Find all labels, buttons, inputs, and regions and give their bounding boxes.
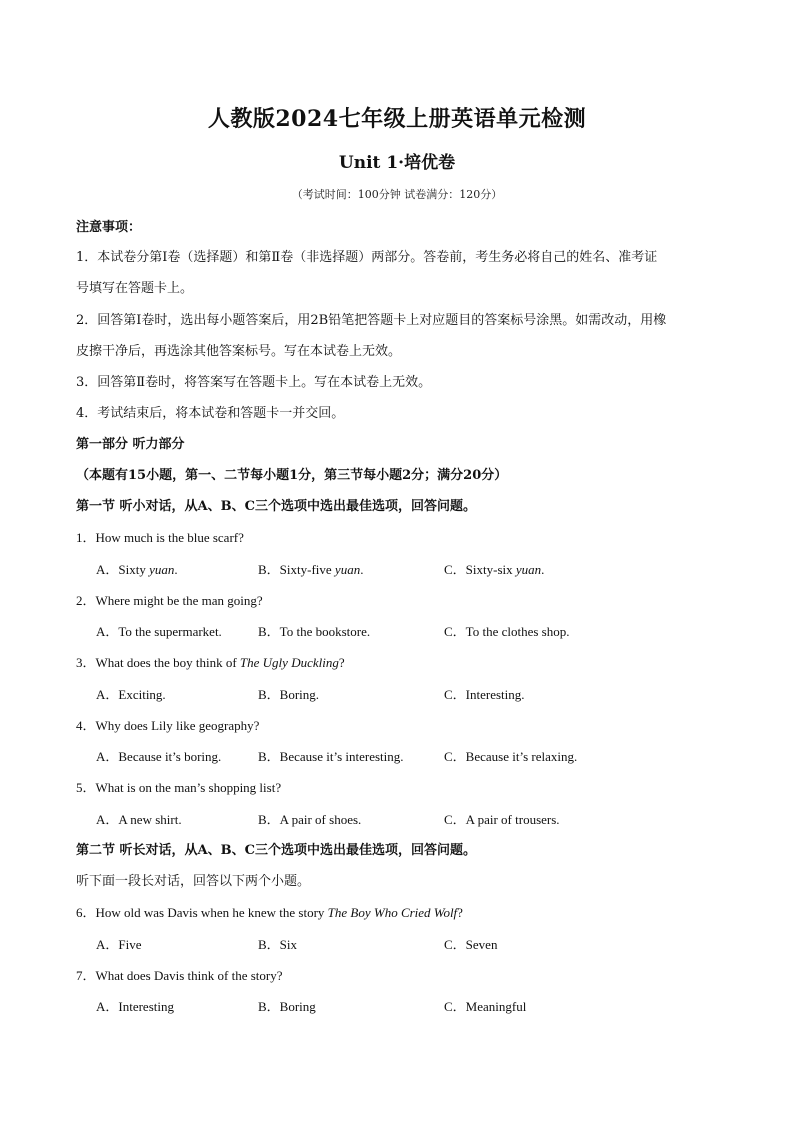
section2-heading: 第二节 听长对话，从A、B、C三个选项中选出最佳选项，回答问题。 [76,843,476,858]
stem-end: ? [457,905,463,920]
option-text: A．Sixty [96,562,150,577]
option-text: B．Sixty-five [258,562,335,577]
question-4-option-c[interactable]: C．Because it’s relaxing. [444,749,578,764]
question-5-option-b[interactable]: B．A pair of shoes. [258,812,362,827]
question-3-option-b[interactable]: B．Boring. [258,687,320,702]
exam-title: 人教版2024七年级上册英语单元检测 [207,106,587,132]
stem-title: The Ugly Duckling [239,655,339,670]
part1-scoring: （本题有15小题，第一、二节每小题1分，第三节每小题2分；满分20分） [76,468,508,483]
question-5-stem: 5．What is on the man’s shopping list? [76,780,282,795]
option-emphasis: yuan [149,562,175,577]
question-1-option-c[interactable] [444,561,544,579]
question-1-option-a[interactable] [96,561,178,579]
question-1-stem: 1．How much is the blue scarf? [76,530,244,545]
option-emphasis: yuan [334,562,361,577]
notice-item-2-line-2: 皮擦干净后，再选涂其他答案标号。写在本试卷上无效。 [76,344,402,359]
question-6-option-c[interactable]: C．Seven [444,937,498,952]
question-7-option-a[interactable]: A．Interesting [96,999,174,1014]
question-6-option-b[interactable]: B．Six [258,937,298,952]
question-5-option-a[interactable]: A．A new shirt. [96,812,182,827]
stem-title: The Boy Who Cried Wolf [327,905,458,920]
notice-item-4: 4．考试结束后，将本试卷和答题卡一并交回。 [76,406,345,421]
section2-note: 听下面一段长对话，回答以下两个小题。 [76,874,311,889]
option-end: . [541,562,545,577]
question-3-option-c[interactable]: C．Interesting. [444,687,525,702]
question-3-option-a[interactable]: A．Exciting. [96,687,166,702]
notice-item-1-line-1: 1．本试卷分第Ⅰ卷（选择题）和第Ⅱ卷（非选择题）两部分。答卷前，考生务必将自己的姓名、准考证 [76,250,658,265]
question-6-option-a[interactable]: A．Five [96,937,142,952]
question-2-option-b[interactable]: B．To the bookstore. [258,624,371,639]
question-2-stem: 2．Where might be the man going? [76,593,263,608]
part1-heading: 第一部分 听力部分 [76,437,185,452]
question-4-option-a[interactable]: A．Because it’s boring. [96,749,222,764]
question-3-stem [76,654,736,672]
section1-heading: 第一节 听小对话，从A、B、C三个选项中选出最佳选项，回答问题。 [76,499,476,514]
question-4-stem: 4．Why does Lily like geography? [76,718,260,733]
question-7-stem: 7．What does Davis think of the story? [76,968,283,983]
option-emphasis: yuan [515,562,542,577]
question-7-option-c[interactable]: C．Meaningful [444,999,527,1014]
exam-subtitle: Unit 1·培优卷 [338,153,456,173]
option-end: . [174,562,178,577]
exam-meta: （考试时间：100分钟 试卷满分：120分） [291,188,503,201]
question-1-option-b[interactable] [258,561,363,579]
notice-item-2-line-1: 2．回答第Ⅰ卷时，选出每小题答案后，用2B铅笔把答题卡上对应题目的答案标号涂黑。如需改动，用橡 [76,313,667,328]
question-2-option-c[interactable]: C．To the clothes shop. [444,624,570,639]
stem-end: ? [338,655,345,670]
stem-text: 6．How old was Davis when he knew the story [76,905,328,920]
question-4-option-b[interactable]: B．Because it’s interesting. [258,749,404,764]
option-text: C．Sixty-six [444,562,516,577]
question-2-option-a[interactable]: A．To the supermarket. [96,624,222,639]
question-6-stem [76,904,736,922]
question-5-option-c[interactable]: C．A pair of trousers. [444,812,560,827]
option-end: . [360,562,364,577]
question-7-option-b[interactable]: B．Boring [258,999,316,1014]
notice-item-1-line-2: 号填写在答题卡上。 [76,281,194,296]
stem-text: 3．What does the boy think of [76,655,240,670]
notice-heading: 注意事项： [76,220,142,235]
notice-item-3: 3．回答第Ⅱ卷时，将答案写在答题卡上。写在本试卷上无效。 [76,375,432,390]
